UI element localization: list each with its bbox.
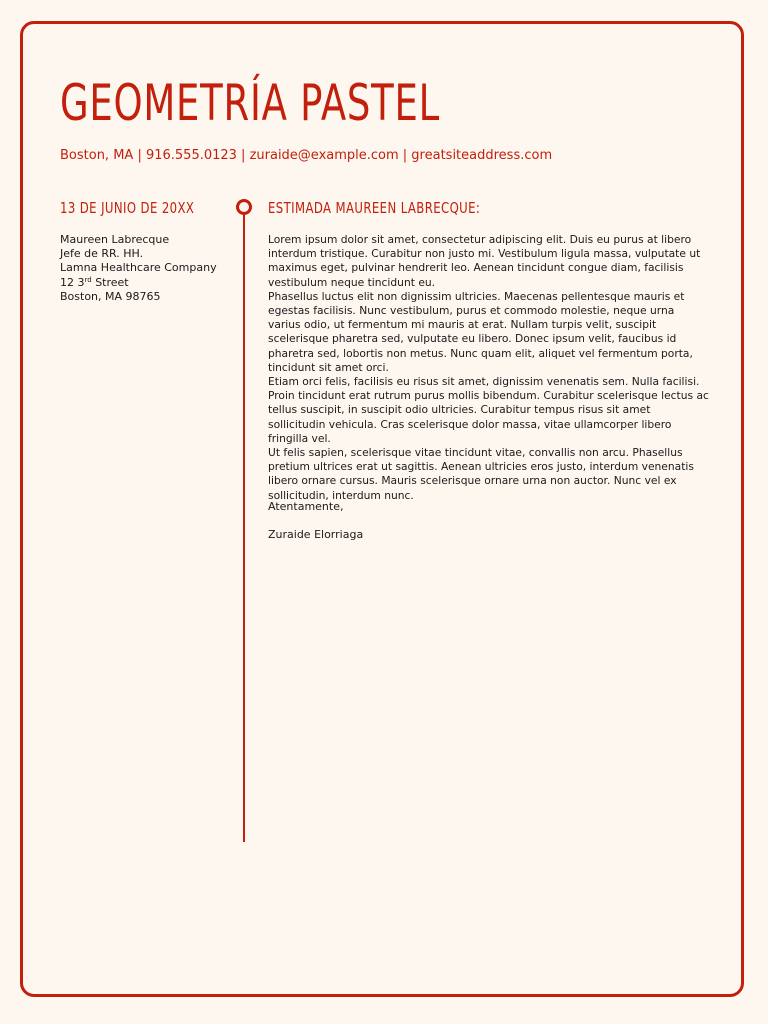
letter-closing: Atentamente, xyxy=(268,500,344,513)
recipient-street-name: Street xyxy=(91,275,129,289)
timeline-circle-marker xyxy=(236,199,252,215)
letter-signature-name: Zuraide Elorriaga xyxy=(268,528,364,541)
letter-salutation: ESTIMADA MAUREEN LABRECQUE: xyxy=(268,199,481,217)
recipient-name: Maureen Labrecque xyxy=(60,233,170,246)
letter-body xyxy=(268,233,710,503)
sender-name-title: GEOMETRÍA PASTEL xyxy=(60,74,440,132)
recipient-street xyxy=(60,276,230,290)
page-border-frame xyxy=(20,21,744,997)
recipient-company: Lamna Healthcare Company xyxy=(60,261,217,275)
letter-paragraph: Phasellus luctus elit non dignissim ultricies. Maecenas pellentesque mauris et egestas facilisis. Nunc vestibulum, purus et commodo molestie, neque urna varius odio, ut fermentum mi mauris at erat. Nullam turpis velit, suscipit scelerisque pharetra sed, vulputate eu libero. Donec ipsum velit, faucibus id pharetra sed, lobortis non metus. Nunc quam elit, aliquet vel fermentum porta, tincidunt sit amet orci. xyxy=(268,289,693,374)
recipient-title: Jefe de RR. HH. xyxy=(60,247,144,261)
letter-paragraph: Ut felis sapien, scelerisque vitae tincidunt vitae, convallis non arcu. Phasellus pretium ultrices erat ut sagittis. Aenean ultricies eros justo, interdum venenatis libero ornare cursus. Mauris scelerisque ornare urna non auctor. Nunc vel ex sollicitudin, interdum nunc. xyxy=(268,446,694,502)
sender-contact-line: Boston, MA | 916.555.0123 | zuraide@example.com | greatsiteaddress.com xyxy=(60,148,553,163)
letter-date: 13 DE JUNIO DE 20XX xyxy=(60,199,195,217)
timeline-vertical-line xyxy=(243,215,245,842)
letter-paragraph: Etiam orci felis, facilisis eu risus sit amet, dignissim venenatis sem. Nulla facilisi. Proin tincidunt erat rutrum purus mollis bibendum. Curabitur scelerisque lectus ac tellus suscipit, in suscipit odio ultricies. Curabitur tempus risus sit amet sollicitudin vehicula. Cras scelerisque dolor massa, vitae ullamcorper libero fringilla vel. xyxy=(268,375,709,445)
recipient-address-block xyxy=(60,233,230,304)
letter-paragraph: Lorem ipsum dolor sit amet, consectetur adipiscing elit. Duis eu purus at libero interdum tristique. Curabitur non justo mi. Vestibulum ligula massa, vulputate ut maximus eget, pulvinar hendrerit leo. Aenean tincidunt congue diam, facilisis vestibulum neque tincidunt eu. xyxy=(268,233,701,289)
recipient-street-number: 12 3 xyxy=(60,275,85,289)
recipient-city: Boston, MA 98765 xyxy=(60,289,161,303)
recipient-street-ordinal: rd xyxy=(84,275,92,284)
